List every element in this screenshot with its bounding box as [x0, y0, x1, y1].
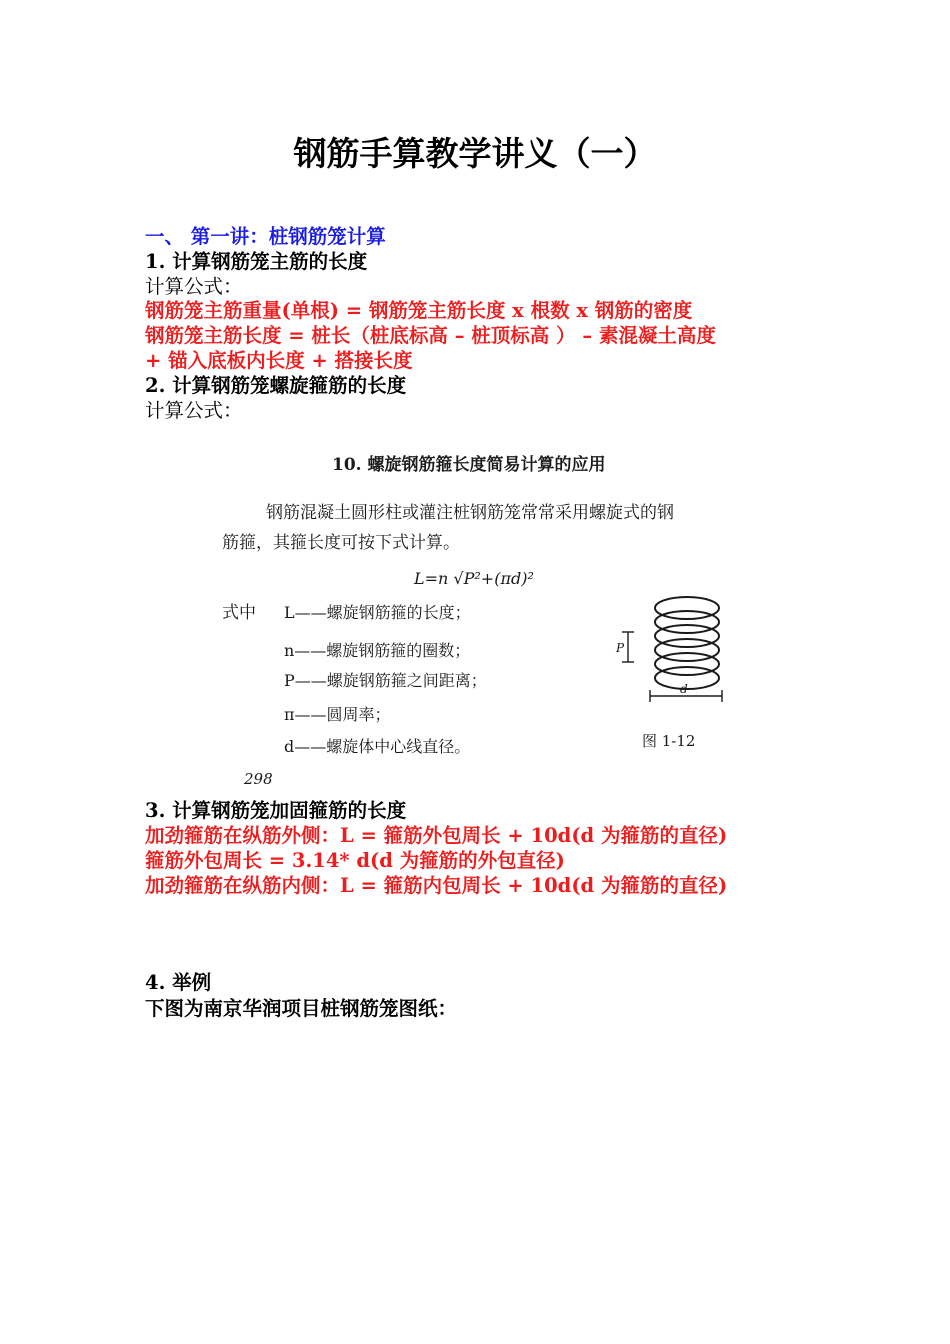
- formula-line: 加劲箍筋在纵筋内侧：L = 箍筋内包周长 + 10d(d 为箍筋的直径): [145, 874, 728, 897]
- formula-line: 加劲箍筋在纵筋外侧：L = 箍筋外包周长 + 10d(d 为箍筋的直径): [145, 824, 728, 847]
- item1-heading: 1. 计算钢筋笼主筋的长度: [145, 250, 368, 273]
- formula-line: 钢筋笼主筋长度 = 桩长（桩底标高 – 桩顶标高 ） – 素混凝土高度: [145, 324, 716, 347]
- item4-heading: 4. 举例: [145, 971, 212, 994]
- item1-formula-label: 计算公式：: [145, 275, 243, 298]
- page-number: 298: [244, 770, 273, 786]
- spiral-stirrup-figure: [222, 446, 812, 786]
- figure-title: 10. 螺旋钢筋箍长度简易计算的应用: [332, 455, 606, 475]
- diameter-label: d: [680, 682, 688, 696]
- item2-formula-label: 计算公式：: [145, 399, 243, 422]
- pitch-label: P: [616, 641, 625, 655]
- variable-definition: n——螺旋钢筋箍的圈数；: [284, 641, 471, 660]
- variable-definition: L——螺旋钢筋箍的长度；: [284, 603, 471, 622]
- item4-text: 下图为南京华润项目桩钢筋笼图纸：: [145, 997, 458, 1020]
- item3-heading: 3. 计算钢筋笼加固箍筋的长度: [145, 799, 407, 822]
- item2-heading: 2. 计算钢筋笼螺旋箍筋的长度: [145, 374, 407, 397]
- variable-definition: π——圆周率；: [284, 705, 391, 724]
- figure-paragraph: 筋箍，其箍长度可按下式计算。: [222, 533, 460, 553]
- section-heading: 一、 第一讲：桩钢筋笼计算: [145, 225, 386, 248]
- formula-line: 钢筋笼主筋重量(单根) = 钢筋笼主筋长度 x 根数 x 钢筋的密度: [145, 299, 693, 322]
- document-title: 钢筋手算教学讲义（一）: [293, 134, 657, 173]
- figure-caption: 图 1-12: [642, 732, 696, 750]
- where-label: 式中: [222, 603, 256, 623]
- variable-definition: P——螺旋钢筋箍之间距离；: [284, 671, 487, 690]
- formula-line: + 锚入底板内长度 + 搭接长度: [145, 349, 413, 372]
- variable-definition: d——螺旋体中心线直径。: [284, 737, 471, 756]
- formula-line: 箍筋外包周长 = 3.14* d(d 为箍筋的外包直径): [145, 849, 565, 872]
- spiral-coil-icon: [655, 597, 719, 689]
- spiral-length-formula: L=n √P²+(πd)²: [414, 569, 534, 588]
- figure-paragraph: 钢筋混凝土圆形柱或灌注桩钢筋笼常常采用螺旋式的钢: [266, 503, 674, 523]
